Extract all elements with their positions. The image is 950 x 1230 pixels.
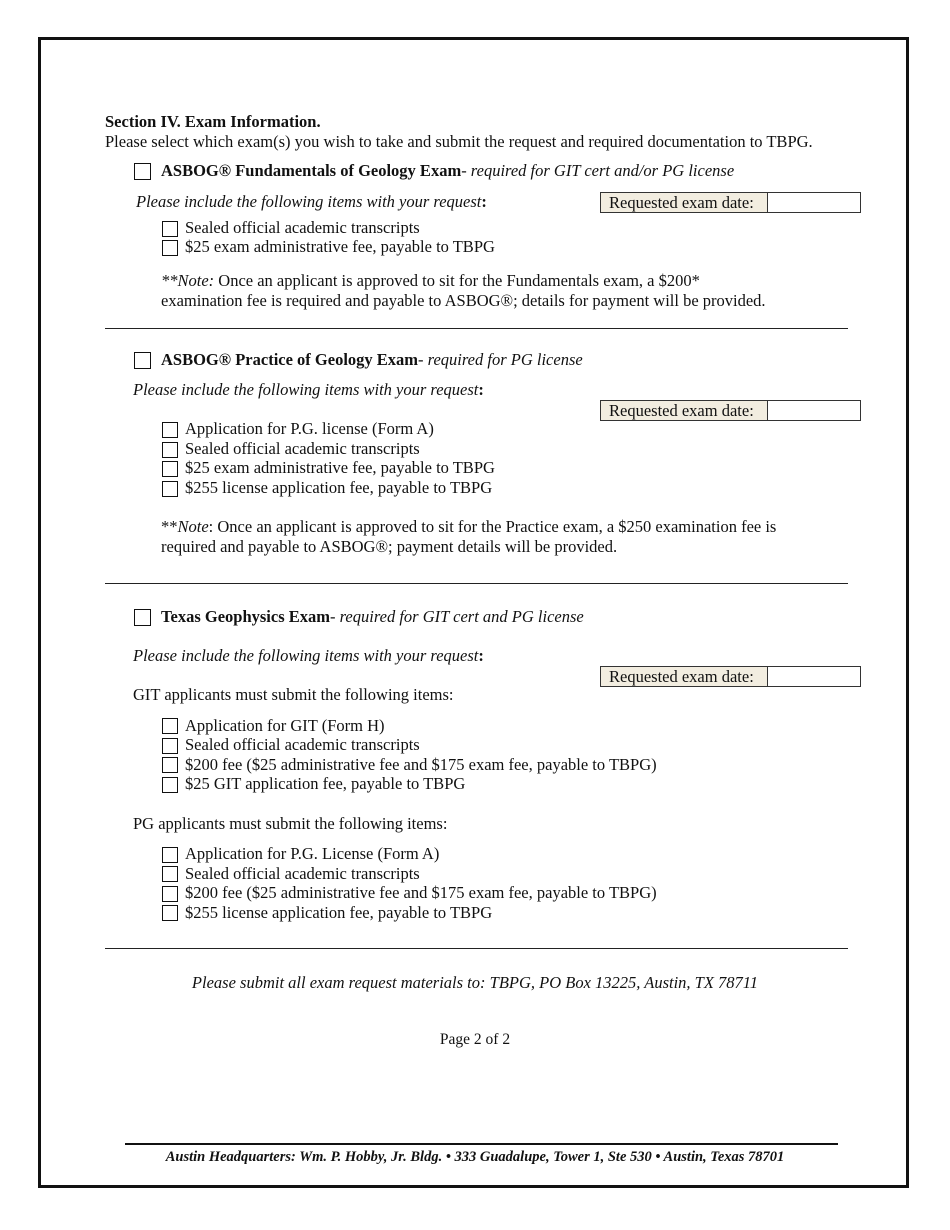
fundamentals-item-checkbox[interactable] — [162, 221, 178, 237]
section-title: Section IV. Exam Information. — [105, 112, 321, 131]
pg-item-label: Sealed official academic transcripts — [185, 864, 420, 883]
footer-rule — [125, 1143, 838, 1145]
practice-date-input[interactable] — [768, 401, 860, 420]
git-item-checkbox[interactable] — [162, 738, 178, 754]
fundamentals-include-label: Please include the following items with your request: — [136, 192, 487, 211]
pg-item-checkbox[interactable] — [162, 886, 178, 902]
practice-item-label: Application for P.G. license (Form A) — [185, 419, 434, 438]
fundamentals-note-line2: examination fee is required and payable to ASBOG®; details for payment will be provided. — [161, 291, 766, 310]
footer-address: Austin Headquarters: Wm. P. Hobby, Jr. Bldg. • 333 Guadalupe, Tower 1, Ste 530 • Austin, Texas 78701 — [165, 1149, 785, 1165]
git-item-label: Application for GIT (Form H) — [185, 716, 385, 735]
practice-note-line2: required and payable to ASBOG®; payment details will be provided. — [161, 537, 618, 556]
git-item-label: $200 fee ($25 administrative fee and $175 exam fee, payable to TBPG) — [185, 755, 657, 774]
submit-note: Please submit all exam request materials to: TBPG, PO Box 13225, Austin, TX 78711 — [191, 973, 759, 992]
geophysics-exam-checkbox[interactable] — [134, 609, 151, 626]
practice-item-checkbox[interactable] — [162, 481, 178, 497]
practice-exam-requirement: - required for PG license — [418, 350, 583, 369]
git-heading: GIT applicants must submit the following items: — [133, 685, 454, 704]
geophysics-date-label: Requested exam date: — [601, 667, 768, 686]
fundamentals-item-label: $25 exam administrative fee, payable to TBPG — [185, 237, 495, 256]
geophysics-date-box — [600, 666, 861, 687]
geophysics-include-label: Please include the following items with your request: — [133, 646, 484, 665]
fundamentals-exam-name: ASBOG® Fundamentals of Geology Exam — [161, 161, 462, 180]
fundamentals-note-line1: **Note: Once an applicant is approved to sit for the Fundamentals exam, a $200* — [161, 271, 700, 290]
practice-date-box — [600, 400, 861, 421]
geophysics-exam-requirement: - required for GIT cert and PG license — [330, 607, 584, 626]
geophysics-exam-title — [161, 607, 584, 627]
git-item-checkbox[interactable] — [162, 718, 178, 734]
pg-item-label: $255 license application fee, payable to TBPG — [185, 903, 493, 922]
practice-item-checkbox[interactable] — [162, 442, 178, 458]
fundamentals-exam-checkbox[interactable] — [134, 163, 151, 180]
fundamentals-exam-requirement: - required for GIT cert and/or PG license — [461, 161, 735, 180]
git-item-checkbox[interactable] — [162, 777, 178, 793]
practice-item-label: $255 license application fee, payable to TBPG — [185, 478, 493, 497]
practice-item-label: $25 exam administrative fee, payable to TBPG — [185, 458, 495, 477]
git-item-checkbox[interactable] — [162, 757, 178, 773]
pg-item-checkbox[interactable] — [162, 905, 178, 921]
pg-item-checkbox[interactable] — [162, 866, 178, 882]
pg-heading: PG applicants must submit the following items: — [133, 814, 448, 833]
practice-exam-title — [161, 350, 583, 370]
divider — [105, 948, 848, 949]
divider — [105, 583, 848, 584]
practice-note-line1: **Note: Once an applicant is approved to sit for the Practice exam, a $250 examination fee is — [161, 517, 777, 536]
fundamentals-date-input[interactable] — [768, 193, 860, 212]
fundamentals-date-label: Requested exam date: — [601, 193, 768, 212]
practice-exam-name: ASBOG® Practice of Geology Exam — [161, 350, 419, 369]
practice-date-label: Requested exam date: — [601, 401, 768, 420]
pg-item-label: Application for P.G. License (Form A) — [185, 844, 440, 863]
practice-exam-checkbox[interactable] — [134, 352, 151, 369]
git-item-label: Sealed official academic transcripts — [185, 735, 420, 754]
divider — [105, 328, 848, 329]
fundamentals-date-box — [600, 192, 861, 213]
section-intro: Please select which exam(s) you wish to take and submit the request and required documentation to TBPG. — [105, 132, 813, 151]
practice-item-label: Sealed official academic transcripts — [185, 439, 420, 458]
pg-item-label: $200 fee ($25 administrative fee and $175 exam fee, payable to TBPG) — [185, 883, 657, 902]
fundamentals-item-label: Sealed official academic transcripts — [185, 218, 420, 237]
practice-item-checkbox[interactable] — [162, 461, 178, 477]
page-number: Page 2 of 2 — [439, 1031, 511, 1048]
fundamentals-item-checkbox[interactable] — [162, 240, 178, 256]
practice-item-checkbox[interactable] — [162, 422, 178, 438]
git-item-label: $25 GIT application fee, payable to TBPG — [185, 774, 466, 793]
practice-include-label: Please include the following items with your request: — [133, 380, 484, 399]
pg-item-checkbox[interactable] — [162, 847, 178, 863]
geophysics-exam-name: Texas Geophysics Exam — [161, 607, 330, 626]
fundamentals-exam-title — [161, 161, 734, 181]
geophysics-date-input[interactable] — [768, 667, 860, 686]
